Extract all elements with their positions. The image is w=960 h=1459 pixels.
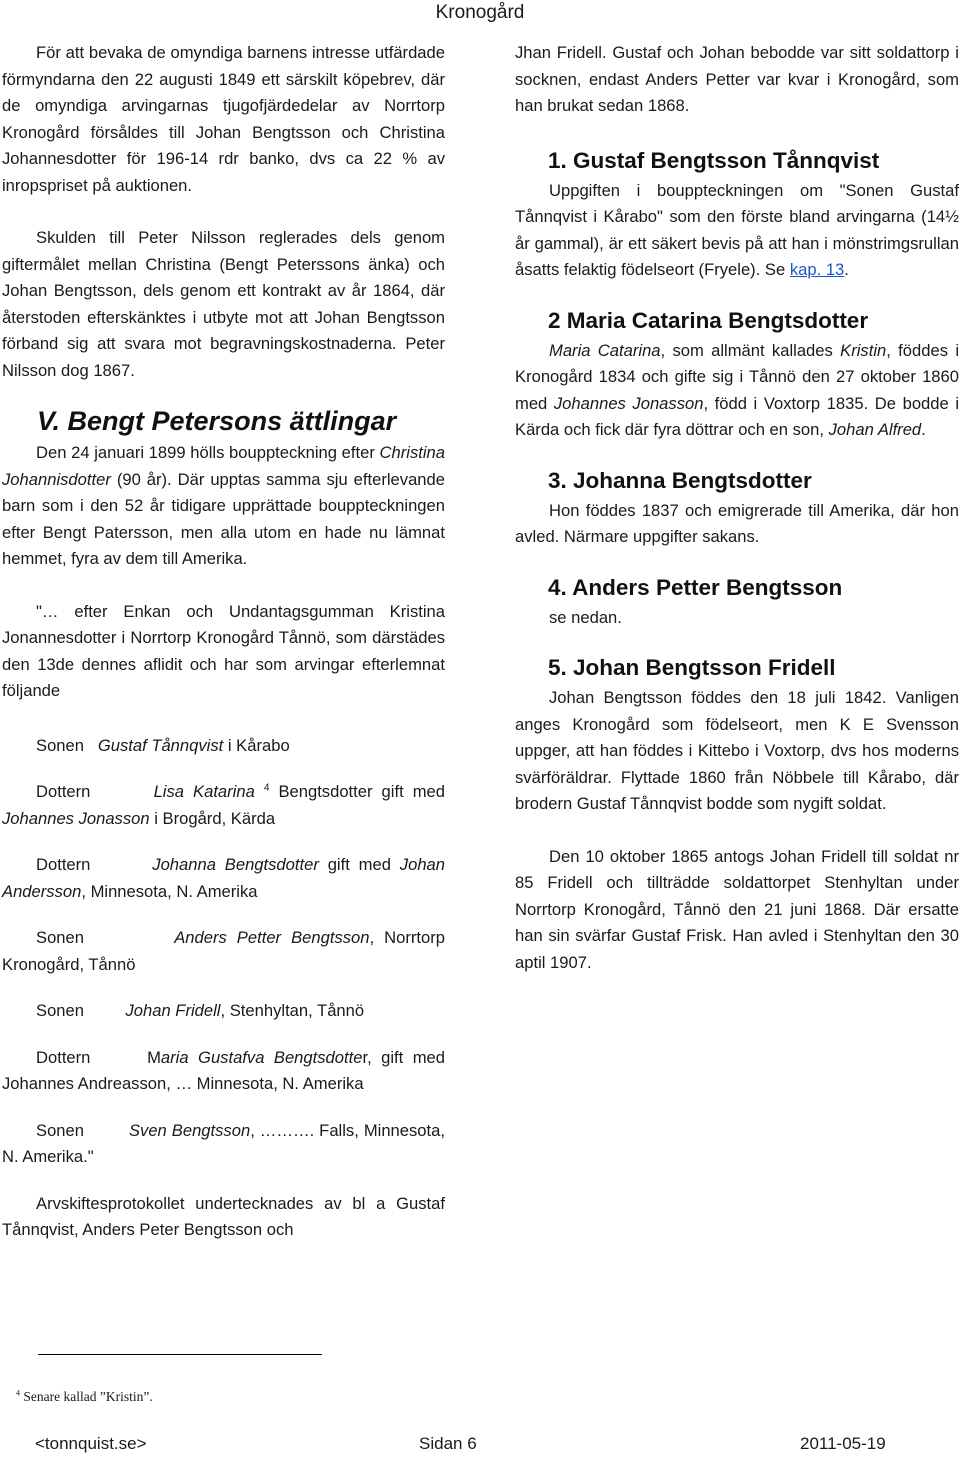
heir-entry: Sonen Sven Bengtsson, ………. Falls, Minnesota, N. Amerika." [2,1120,445,1166]
heir-entry: Dottern Maria Gustafva Bengtsdotter, gift med Johannes Andreasson, … Minnesota, N. Amerika [2,1047,445,1093]
section-heading: V. Bengt Petersons ättlingar [37,406,397,436]
paragraph-inventory: Den 24 januari 1899 hölls bouppteckning efter Christina Johannisdotter (90 år). Där upptas samma sju efterlevande barn som i den 52 år tidigare upprättade bouppteckningen efter Bengt Patersson, men alla utom en hade nu lämnat hemmet, fyra av dem till Amerika. [2,443,445,568]
page-header-title: Kronogård [435,2,525,23]
footnote: $^4$ Senare kallad ”Kristin”. [16,1388,153,1404]
paragraph-guardians: För att bevaka de omyndiga barnens intresse utfärdade förmyndarna den 22 augusti 1849 ett särskilt köpebrev, där de omyndiga arvingarnas tjugofjärdedelar av Norrtorp Kronogård försåldes till Johan Bengtsson och Christina Johannesdotter för 196-14 rdr banko, dvs ca 22 % av inropspriset på auktionen. [2,43,445,195]
paragraph-protocol: Arvskiftesprotokollet undertecknades av bl a Gustaf Tånnqvist, Anders Peter Bengtsson och [2,1193,445,1239]
heir-entry: Dottern Lisa Katarina $^4$ Bengtsdotter gift med Johannes Jonasson i Brogård, Kärda [2,782,445,828]
heading-child-1: 1. Gustaf Bengtsson Tånnqvist [548,147,880,173]
heir-entry: Sonen Anders Petter Bengtsson, Norrtorp Kronogård, Tånnö [2,928,446,974]
heading-child-5: 5. Johan Bengtsson Fridell [548,655,836,680]
heading-child-4: 4. Anders Petter Bengtsson [548,574,843,600]
heading-child-2: 2 Maria Catarina Bengtsdotter [548,307,869,333]
paragraph-quote: "… efter Enkan och Undantagsgumman Kristina Jonannesdotter i Norrtorp Kronogård Tånnö, som därstädes den 13de dennes aflidit och har som arvingar efterlemnat följande [2,601,445,700]
paragraph-child-2: Maria Catarina, som allmänt kallades Kristin, föddes i Kronogård 1834 och gifte sig i Tånnö den 27 oktober 1860 med Johannes Jonasson, född i Voxtorp 1835. De bodde i Kärda och fick där fyra döttrar och en son, Johan Alfred. [515,340,960,439]
heading-child-3: 3. Johanna Bengtsdotter [548,467,812,493]
heir-entry: Dottern Johanna Bengtsdotter gift med Johan Andersson, Minnesota, N. Amerika [2,855,446,901]
right-column [515,40,959,976]
footnote-separator [38,1354,322,1355]
paragraph-child-4: se nedan. [549,607,622,627]
heir-entry: Sonen Gustaf Tånnqvist i Kårabo [36,735,290,755]
footer-date: 2011-05-19 [800,1434,886,1453]
paragraph-debt: Skulden till Peter Nilsson reglerades dels genom giftermålet mellan Christina (Bengt Peterssons änka) och Johan Bengtsson, dels genom ett kontrakt av år 1864, där återstoden efterskänktes i utbyte mot att Johan Bengtsson förband sig att svara mot begravningskostnaderna. Peter Nilsson dog 1867. [2,228,445,380]
paragraph-child-3: Hon föddes 1837 och emigrerade till Amerika, där hon avled. Närmare uppgifter sakans. [515,500,959,546]
paragraph-child-5: Johan Bengtsson föddes den 18 juli 1842. Vanligen anges Kronogård som födelseort, men K E Svensson uppger, att han föddes i Kittebo i Voxtorp, dvs hos moderns svärföräldrar. Flyttade 1860 från Nöbbele till Kårabo, där brodern Gustaf Tånnqvist bodde som nygift soldat. [515,688,959,813]
heir-entry: Sonen Johan Fridell, Stenhyltan, Tånnö [36,1001,365,1020]
paragraph-child-1: Uppgiften i bouppteckningen om "Sonen Gustaf Tånnqvist i Kårabo" som den förste bland arvingarna (14½ år gammal), är ett säkert bevis på att han i mönstrimgsrullan åsatts felaktig födelseort (Fryele). Se kap. 13. [515,180,959,279]
footnote-ref: 4 [263,782,270,794]
footer-site: <tonnquist.se> [35,1434,147,1453]
paragraph-continued: Jhan Fridell. Gustaf och Johan bebodde var sitt soldattorp i socknen, endast Anders Petter var kvar i Kronogård, som han brukat sedan 1868. [515,43,959,115]
footer-page-number: Sidan 6 [419,1434,477,1453]
chapter-13-link[interactable]: kap. 13 [789,260,845,279]
left-column [2,40,445,1244]
paragraph-child-5-service: Den 10 oktober 1865 antogs Johan Fridell till soldat nr 85 Fridell och tillträdde soldattorpet Stenhyltan under Norrtorp Kronogård, Tånnö den 21 juni 1868. Där ersatte han sin svärfar Gustaf Frisk. Han avled i Stenhyltan den 30 aptil 1907. [515,846,959,972]
